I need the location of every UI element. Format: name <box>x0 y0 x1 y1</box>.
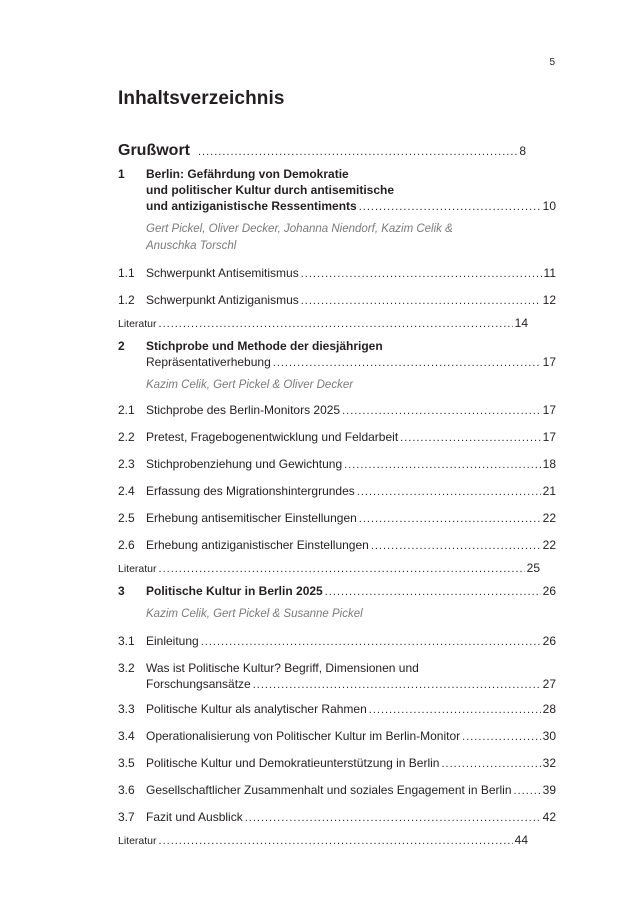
toc-row <box>118 537 556 554</box>
toc-body <box>146 402 556 419</box>
toc-title-text: und antiziganistische Ressentiments <box>146 199 357 213</box>
toc-label: Literatur <box>118 318 157 330</box>
dot-leader <box>159 316 513 332</box>
dot-leader <box>462 729 541 745</box>
toc-number: 3.2 <box>118 661 135 675</box>
toc-chapter <box>118 338 556 371</box>
toc-number: 2 <box>118 339 125 353</box>
toc-line <box>146 292 556 309</box>
toc-line <box>146 354 556 371</box>
author-line: Gert Pickel, Oliver Decker, Johanna Niendorf, Kazim Celik & <box>146 223 453 235</box>
toc-line <box>146 782 556 799</box>
toc-number: 3.3 <box>118 702 135 716</box>
dot-leader <box>342 403 541 419</box>
toc-page-number: 39 <box>542 783 556 797</box>
toc-number: 2.4 <box>118 484 135 498</box>
toc-section <box>118 265 556 282</box>
dot-leader <box>325 584 541 600</box>
toc-number: 2.3 <box>118 457 135 471</box>
toc-number: 3.7 <box>118 810 135 824</box>
toc-page-number: 25 <box>526 561 540 575</box>
toc-line <box>146 429 556 446</box>
dot-leader <box>369 702 541 718</box>
author-line: Kazim Celik, Gert Pickel & Susanne Pickel <box>146 608 363 620</box>
toc-section <box>118 633 556 650</box>
toc-page-number: 17 <box>542 403 556 417</box>
toc-title-text: Politische Kultur als analytischer Rahmen <box>146 702 367 716</box>
dot-leader <box>441 756 540 772</box>
toc-section <box>118 292 556 309</box>
toc-authors <box>146 221 556 255</box>
toc-section <box>118 701 556 718</box>
toc-number: 3.1 <box>118 634 135 648</box>
toc-section <box>118 402 556 419</box>
toc-line <box>146 265 556 282</box>
toc-label: Grußwort <box>118 142 190 159</box>
dot-leader <box>371 538 541 554</box>
toc-label: Literatur <box>118 835 157 847</box>
toc-literatur <box>118 832 556 849</box>
dot-leader <box>301 293 541 309</box>
toc-number: 2.5 <box>118 511 135 525</box>
toc-page-number: 21 <box>542 484 556 498</box>
toc-body <box>146 701 556 718</box>
toc-body <box>146 809 556 826</box>
toc-line <box>118 315 528 332</box>
dot-leader <box>301 266 542 282</box>
toc-title-text: Erfassung des Migrationshintergrundes <box>146 484 355 498</box>
toc-page-number: 22 <box>542 538 556 552</box>
toc-line <box>146 166 556 182</box>
toc-label: Literatur <box>118 563 157 575</box>
toc-title-text: Erhebung antisemitischer Einstellungen <box>146 511 357 525</box>
toc-section <box>118 809 556 826</box>
toc-literatur <box>118 315 556 332</box>
toc-page-number: 12 <box>542 293 556 307</box>
toc-section <box>118 537 556 554</box>
toc-row <box>118 701 556 718</box>
toc-title-text: Politische Kultur in Berlin 2025 <box>146 584 323 598</box>
toc-title-text: Politische Kultur und Demokratieunterstützung in Berlin <box>146 756 440 770</box>
dot-leader <box>159 561 525 577</box>
toc-section <box>118 755 556 772</box>
toc-title-text: Stichprobe des Berlin-Monitors 2025 <box>146 403 341 417</box>
toc-title-text: Forschungsansätze <box>146 677 251 691</box>
toc-page-number: 28 <box>542 702 556 716</box>
toc-section <box>118 483 556 500</box>
toc-number: 2.1 <box>118 403 135 417</box>
toc-body <box>146 537 556 554</box>
toc-page-number: 18 <box>542 457 556 471</box>
toc-body <box>146 265 556 282</box>
dot-leader <box>344 457 541 473</box>
toc-page-number: 10 <box>542 199 556 213</box>
toc-body <box>146 633 556 650</box>
toc-line <box>146 338 556 354</box>
toc-page-number: 30 <box>542 729 556 743</box>
toc-title-text: Repräsentativerhebung <box>146 355 271 369</box>
dot-leader <box>198 144 517 160</box>
toc-body <box>146 660 556 693</box>
toc-authors <box>146 606 556 623</box>
toc-section <box>118 660 556 693</box>
toc-title-text: Fazit und Ausblick <box>146 810 243 824</box>
toc-title-text: Berlin: Gefährdung von Demokratie <box>146 167 349 181</box>
toc-page-number: 42 <box>542 810 556 824</box>
toc-row <box>118 583 556 600</box>
toc-line <box>146 676 556 693</box>
toc-line <box>146 537 556 554</box>
toc-row <box>118 456 556 473</box>
toc-page-number: 26 <box>542 634 556 648</box>
toc-row <box>118 728 556 745</box>
table-of-contents <box>118 143 556 849</box>
toc-chapter <box>118 166 556 215</box>
toc-line <box>146 701 556 718</box>
toc-title-text: Stichprobe und Methode der diesjährigen <box>146 339 383 353</box>
toc-page-number: 26 <box>542 584 556 598</box>
toc-authors <box>146 377 556 394</box>
toc-number: 1 <box>118 167 125 181</box>
page-number: 5 <box>549 57 555 68</box>
toc-title-text: Gesellschaftlicher Zusammenhalt und soziales Engagement in Berlin <box>146 783 512 797</box>
toc-number: 3.6 <box>118 783 135 797</box>
toc-page-number: 8 <box>519 144 526 158</box>
toc-row <box>118 292 556 309</box>
toc-title-text: Schwerpunkt Antiziganismus <box>146 293 299 307</box>
toc-row <box>118 166 556 215</box>
toc-page-number: 44 <box>514 833 528 847</box>
toc-number: 3.5 <box>118 756 135 770</box>
toc-page-number: 17 <box>542 430 556 444</box>
toc-line <box>146 456 556 473</box>
toc-row <box>118 338 556 371</box>
toc-row <box>118 429 556 446</box>
toc-grusswort <box>118 143 556 160</box>
toc-body <box>146 583 556 600</box>
toc-section <box>118 456 556 473</box>
toc-title-text: Operationalisierung von Politischer Kultur im Berlin-Monitor <box>146 729 461 743</box>
toc-number: 3.4 <box>118 729 135 743</box>
toc-title-text: Was ist Politische Kultur? Begriff, Dimensionen und <box>146 661 419 675</box>
author-line: Kazim Celik, Gert Pickel & Oliver Decker <box>146 379 354 391</box>
toc-line <box>146 660 556 676</box>
dot-leader <box>273 355 541 371</box>
toc-row <box>118 265 556 282</box>
toc-title-text: Einleitung <box>146 634 199 648</box>
toc-number: 2.2 <box>118 430 135 444</box>
toc-line <box>146 633 556 650</box>
toc-line <box>146 728 556 745</box>
toc-number: 1.2 <box>118 293 135 307</box>
toc-section <box>118 728 556 745</box>
toc-row <box>118 633 556 650</box>
toc-line <box>146 483 556 500</box>
toc-line <box>146 583 556 600</box>
toc-line <box>118 560 540 577</box>
toc-body <box>146 755 556 772</box>
toc-body <box>146 338 556 371</box>
dot-leader <box>159 833 513 849</box>
dot-leader <box>400 430 540 446</box>
author-line: Anuschka Torschl <box>146 240 237 252</box>
toc-chapter <box>118 583 556 600</box>
toc-line <box>146 510 556 527</box>
toc-title-text: Erhebung antiziganistischer Einstellungen <box>146 538 369 552</box>
toc-row <box>118 483 556 500</box>
dot-leader <box>245 810 541 826</box>
toc-line <box>118 143 526 160</box>
toc-body <box>146 510 556 527</box>
toc-row <box>118 809 556 826</box>
toc-line <box>146 809 556 826</box>
page-title: Inhaltsverzeichnis <box>118 88 285 109</box>
toc-row <box>118 782 556 799</box>
dot-leader <box>514 783 541 799</box>
toc-number: 2.6 <box>118 538 135 552</box>
toc-row <box>118 660 556 693</box>
toc-title-text: und politischer Kultur durch antisemitische <box>146 183 395 197</box>
dot-leader <box>357 484 541 500</box>
toc-page-number: 11 <box>543 266 556 280</box>
toc-page-number: 17 <box>542 355 556 369</box>
toc-title-text: Schwerpunkt Antisemitismus <box>146 266 299 280</box>
toc-row <box>118 510 556 527</box>
toc-page-number: 27 <box>542 677 556 691</box>
toc-line <box>146 182 556 198</box>
toc-page-number: 32 <box>542 756 556 770</box>
toc-section <box>118 782 556 799</box>
toc-line <box>146 402 556 419</box>
dot-leader <box>359 199 541 215</box>
toc-page-number: 22 <box>542 511 556 525</box>
toc-page-number: 14 <box>514 316 528 330</box>
toc-body <box>146 292 556 309</box>
toc-row <box>118 402 556 419</box>
toc-row <box>118 755 556 772</box>
toc-number: 3 <box>118 584 125 598</box>
toc-title-text: Pretest, Fragebogenentwicklung und Feldarbeit <box>146 430 399 444</box>
toc-title-text: Stichprobenziehung und Gewichtung <box>146 457 343 471</box>
toc-body <box>146 166 556 215</box>
toc-line <box>146 755 556 772</box>
toc-line <box>118 832 528 849</box>
toc-number: 1.1 <box>118 266 135 280</box>
toc-body <box>146 483 556 500</box>
toc-line <box>146 198 556 215</box>
toc-body <box>146 456 556 473</box>
dot-leader <box>253 677 541 693</box>
toc-section <box>118 429 556 446</box>
toc-section <box>118 510 556 527</box>
dot-leader <box>359 511 541 527</box>
toc-body <box>146 782 556 799</box>
toc-literatur <box>118 560 556 577</box>
dot-leader <box>201 634 541 650</box>
toc-body <box>146 728 556 745</box>
toc-body <box>146 429 556 446</box>
